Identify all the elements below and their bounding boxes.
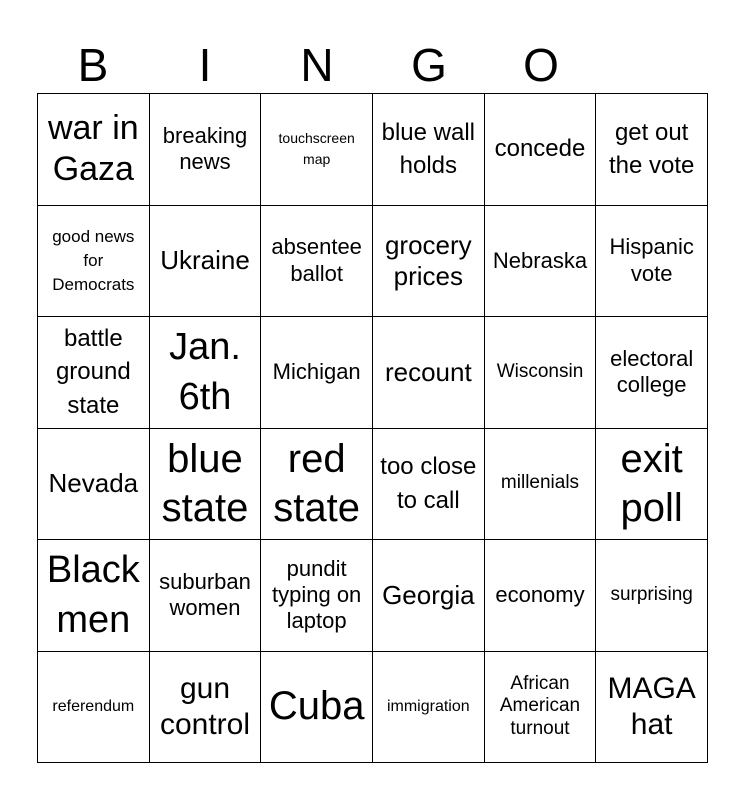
bingo-cell-text: surprising — [610, 583, 693, 605]
bingo-cell[interactable] — [373, 317, 485, 429]
bingo-cell-text: breaking news — [162, 122, 248, 175]
bingo-cell[interactable] — [150, 317, 262, 429]
bingo-cell-text: Nevada — [48, 468, 139, 499]
bingo-cell-text: good news for Democrats — [52, 227, 135, 294]
bingo-cell[interactable] — [485, 206, 597, 318]
bingo-cell[interactable] — [150, 652, 262, 764]
bingo-cell[interactable] — [596, 206, 708, 318]
bingo-cell[interactable] — [150, 206, 262, 318]
bingo-cell-text: millenials — [500, 472, 580, 494]
bingo-cell[interactable] — [485, 317, 597, 429]
bingo-cell-text: too close to call — [380, 453, 477, 514]
bingo-cell[interactable] — [261, 317, 373, 429]
bingo-cell[interactable] — [38, 540, 150, 652]
bingo-cell-text: red state — [273, 436, 361, 530]
bingo-cell-text: suburban women — [159, 568, 251, 621]
bingo-cell[interactable] — [150, 540, 262, 652]
bingo-cell-text: referendum — [52, 697, 135, 715]
bingo-cell[interactable] — [150, 429, 262, 541]
header-letter-g: G — [411, 39, 447, 91]
bingo-cell[interactable] — [38, 317, 150, 429]
bingo-cell-text: exit poll — [620, 436, 683, 530]
bingo-cell[interactable] — [485, 429, 597, 541]
bingo-cell[interactable] — [38, 429, 150, 541]
bingo-cell-text: Cuba — [268, 684, 365, 729]
bingo-header — [37, 36, 708, 94]
header-letter-i: I — [198, 39, 212, 91]
bingo-cell-text: MAGA hat — [607, 671, 696, 741]
bingo-cell[interactable] — [373, 540, 485, 652]
bingo-cell[interactable] — [485, 94, 597, 206]
bingo-cell-text: concede — [494, 135, 586, 163]
bingo-cell-text: pundit typing on laptop — [272, 555, 362, 634]
bingo-cell-text: African American turnout — [499, 672, 581, 740]
bingo-cell-text: battle ground state — [55, 324, 131, 420]
bingo-cell-text: Michigan — [272, 359, 361, 385]
bingo-cell[interactable] — [38, 94, 150, 206]
bingo-cell[interactable] — [261, 94, 373, 206]
bingo-cell-text: grocery prices — [384, 229, 472, 291]
bingo-cell[interactable] — [261, 540, 373, 652]
bingo-cell[interactable] — [150, 94, 262, 206]
header-letter-o: O — [523, 39, 559, 91]
bingo-cell-text: recount — [384, 356, 472, 387]
bingo-cell[interactable] — [596, 652, 708, 764]
bingo-cell-text: blue wall holds — [381, 118, 476, 180]
bingo-cell[interactable] — [596, 540, 708, 652]
header-letter-n: N — [300, 39, 334, 91]
bingo-cell-text: get out the vote — [608, 118, 695, 180]
bingo-cell[interactable] — [373, 206, 485, 318]
bingo-board — [37, 93, 708, 763]
bingo-cell-text: Georgia — [382, 579, 475, 610]
bingo-cell[interactable] — [261, 652, 373, 764]
bingo-cell-text: Nebraska — [492, 247, 588, 273]
bingo-cell-text: economy — [495, 582, 585, 608]
bingo-cell[interactable] — [373, 94, 485, 206]
bingo-cell[interactable] — [373, 429, 485, 541]
bingo-cell-text: Wisconsin — [496, 360, 584, 382]
bingo-cell[interactable] — [596, 94, 708, 206]
bingo-cell[interactable] — [38, 206, 150, 318]
bingo-cell-text: blue state — [161, 436, 249, 530]
bingo-cell-text: Jan. 6th — [169, 326, 241, 419]
bingo-cell-text: Black men — [46, 549, 140, 642]
bingo-cell-text: Hispanic vote — [609, 234, 694, 286]
bingo-cell[interactable] — [485, 652, 597, 764]
bingo-cell-text: electoral college — [610, 345, 694, 398]
bingo-cell[interactable] — [596, 317, 708, 429]
bingo-cell-text: absentee ballot — [271, 234, 362, 286]
bingo-cell[interactable] — [261, 206, 373, 318]
bingo-cell-text: immigration — [386, 697, 470, 715]
bingo-cell-text: war in Gaza — [47, 109, 139, 189]
bingo-cell-text: gun control — [159, 671, 251, 741]
bingo-cell[interactable] — [373, 652, 485, 764]
bingo-cell[interactable] — [38, 652, 150, 764]
bingo-cell[interactable] — [596, 429, 708, 541]
bingo-cell-text: Ukraine — [160, 245, 250, 276]
bingo-cell[interactable] — [261, 429, 373, 541]
header-letter-b: B — [77, 39, 109, 91]
bingo-cell[interactable] — [485, 540, 597, 652]
bingo-cell-text: touchscreen map — [278, 130, 355, 168]
